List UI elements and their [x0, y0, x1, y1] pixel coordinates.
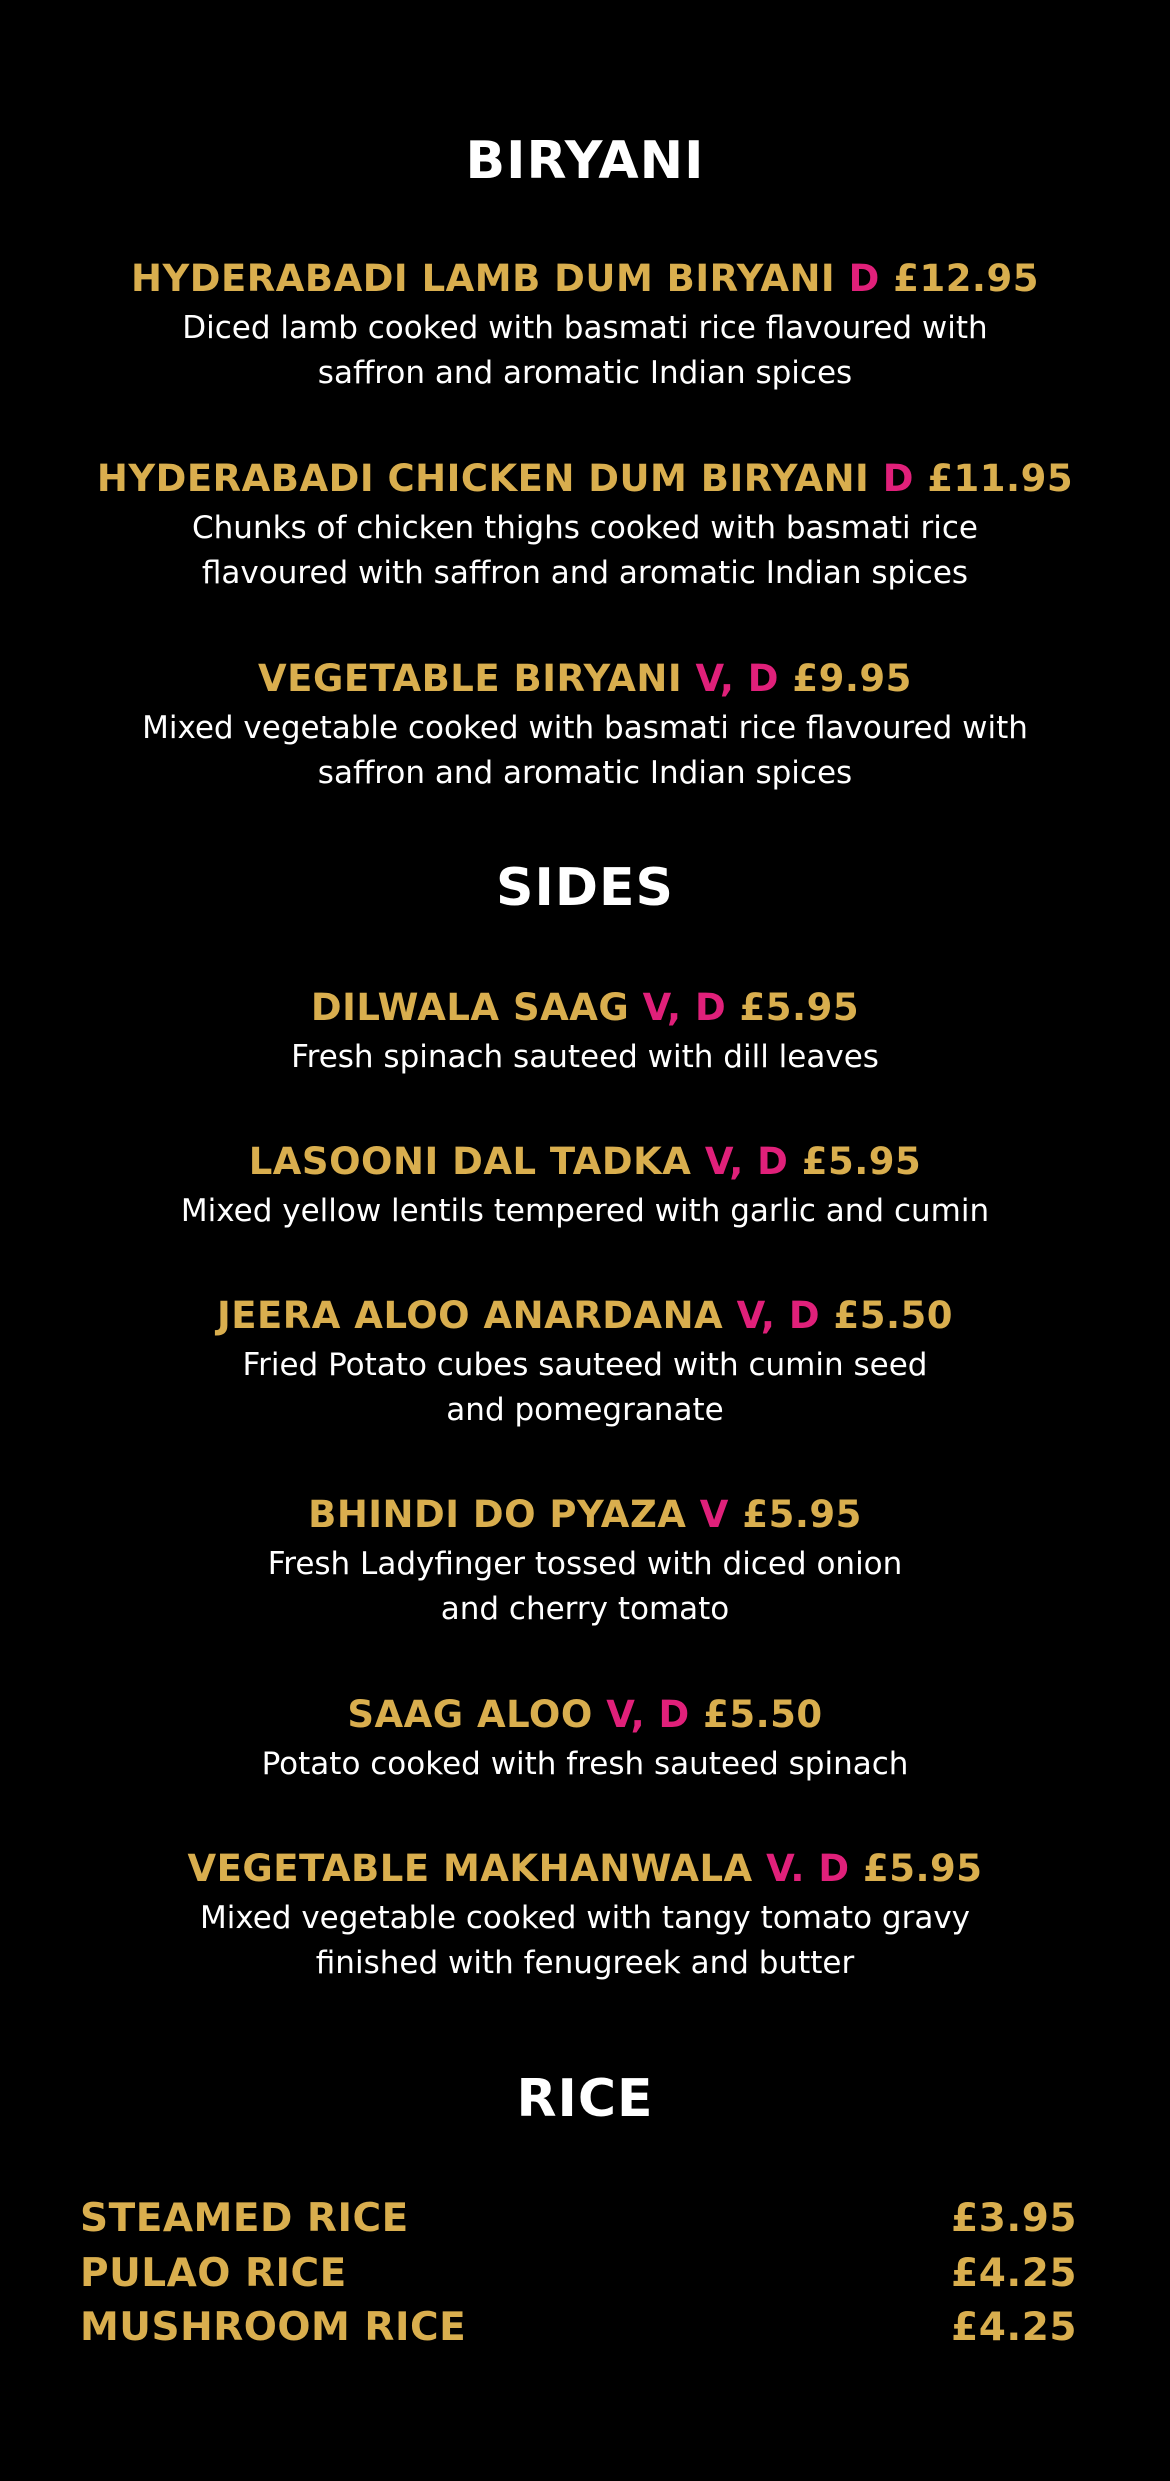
menu-item-lamb-biryani	[40, 254, 1130, 396]
item-description-line: Mixed yellow lentils tempered with garlic and cumin	[180, 1193, 990, 1229]
item-description	[40, 506, 1130, 596]
item-price: £12.95	[893, 257, 1039, 300]
item-price: £5.95	[742, 1493, 862, 1536]
menu-item-jeera-aloo-anardana	[40, 1291, 1130, 1433]
item-title	[40, 454, 1130, 504]
item-name: VEGETABLE MAKHANWALA	[187, 1847, 753, 1890]
dietary-tag: V, D	[704, 1140, 789, 1183]
item-price: £11.95	[927, 457, 1074, 500]
item-title	[40, 254, 1130, 304]
dietary-tag: D	[882, 457, 914, 500]
item-description-line: Mixed vegetable cooked with basmati rice flavoured with	[142, 710, 1028, 746]
item-description-line: and cherry tomato	[440, 1591, 730, 1627]
rice-item-name: STEAMED RICE	[80, 2196, 409, 2241]
item-description	[40, 1189, 1130, 1234]
rice-item-price: £3.95	[951, 2196, 1077, 2241]
item-description-line: Mixed vegetable cooked with tangy tomato gravy	[199, 1900, 971, 1936]
dietary-tag: V, D	[642, 986, 727, 1029]
section-heading-sides: SIDES	[496, 858, 674, 918]
rice-item-steamed	[80, 2193, 1077, 2245]
item-name: DILWALA SAAG	[310, 986, 630, 1029]
item-description	[40, 1035, 1130, 1080]
menu-item-bhindi-do-pyaza	[40, 1490, 1130, 1632]
item-description	[40, 306, 1130, 396]
item-description-line: saffron and aromatic Indian spices	[317, 755, 853, 791]
item-title	[40, 1291, 1130, 1341]
menu-item-lasooni-dal-tadka	[40, 1137, 1130, 1234]
item-price: £5.50	[833, 1294, 954, 1337]
menu-item-saag-aloo	[40, 1690, 1130, 1787]
item-name: VEGETABLE BIRYANI	[258, 657, 683, 700]
item-name: HYDERABADI CHICKEN DUM BIRYANI	[96, 457, 870, 500]
item-description-line: and pomegranate	[446, 1392, 724, 1428]
menu-item-chicken-biryani	[40, 454, 1130, 596]
item-description-line: Diced lamb cooked with basmati rice flavoured with	[182, 310, 988, 346]
item-price: £5.50	[703, 1693, 823, 1736]
dietary-tag: V, D	[606, 1693, 690, 1736]
rice-item-price: £4.25	[951, 2305, 1077, 2350]
item-title	[40, 1844, 1130, 1894]
item-description	[40, 1742, 1130, 1787]
item-description-line: flavoured with saffron and aromatic Indian spices	[201, 555, 969, 591]
menu-item-vegetable-makhanwala	[40, 1844, 1130, 1986]
item-price: £9.95	[792, 657, 912, 700]
item-description-line: Fried Potato cubes sauteed with cumin seed	[242, 1347, 928, 1383]
rice-item-pulao	[80, 2248, 1077, 2300]
dietary-tag: V, D	[695, 657, 779, 700]
menu-item-vegetable-biryani	[40, 654, 1130, 796]
menu-item-dilwala-saag	[40, 983, 1130, 1080]
item-name: BHINDI DO PYAZA	[308, 1493, 687, 1536]
item-description	[40, 1542, 1130, 1632]
item-name: SAAG ALOO	[347, 1693, 593, 1736]
item-title	[40, 1690, 1130, 1740]
item-price: £5.95	[862, 1847, 983, 1890]
dietary-tag: V. D	[766, 1847, 850, 1890]
item-description-line: Potato cooked with fresh sauteed spinach	[261, 1746, 909, 1782]
item-price: £5.95	[739, 986, 860, 1029]
item-title	[40, 1137, 1130, 1187]
item-title	[40, 654, 1130, 704]
item-name: JEERA ALOO ANARDANA	[216, 1294, 724, 1337]
rice-item-mushroom	[80, 2302, 1077, 2354]
section-heading-biryani: BIRYANI	[465, 131, 705, 191]
item-description-line: Fresh spinach sauteed with dill leaves	[291, 1039, 879, 1075]
item-description	[40, 1343, 1130, 1433]
item-name: LASOONI DAL TADKA	[248, 1140, 692, 1183]
dietary-tag: D	[848, 257, 880, 300]
item-price: £5.95	[801, 1140, 922, 1183]
rice-item-name: MUSHROOM RICE	[80, 2305, 467, 2350]
item-name: HYDERABADI LAMB DUM BIRYANI	[131, 257, 836, 300]
rice-item-name: PULAO RICE	[80, 2251, 347, 2296]
item-description-line: saffron and aromatic Indian spices	[317, 355, 853, 391]
item-description-line: Fresh Ladyfinger tossed with diced onion	[267, 1546, 903, 1582]
section-heading-rice: RICE	[516, 2069, 654, 2129]
item-title	[40, 1490, 1130, 1540]
dietary-tag: V, D	[736, 1294, 821, 1337]
item-description-line: Chunks of chicken thighs cooked with basmati rice	[192, 510, 978, 546]
item-title	[40, 983, 1130, 1033]
rice-item-price: £4.25	[951, 2251, 1077, 2296]
item-description	[40, 1896, 1130, 1986]
item-description-line: finished with fenugreek and butter	[315, 1945, 855, 1981]
item-description	[40, 706, 1130, 796]
dietary-tag: V	[699, 1493, 729, 1536]
